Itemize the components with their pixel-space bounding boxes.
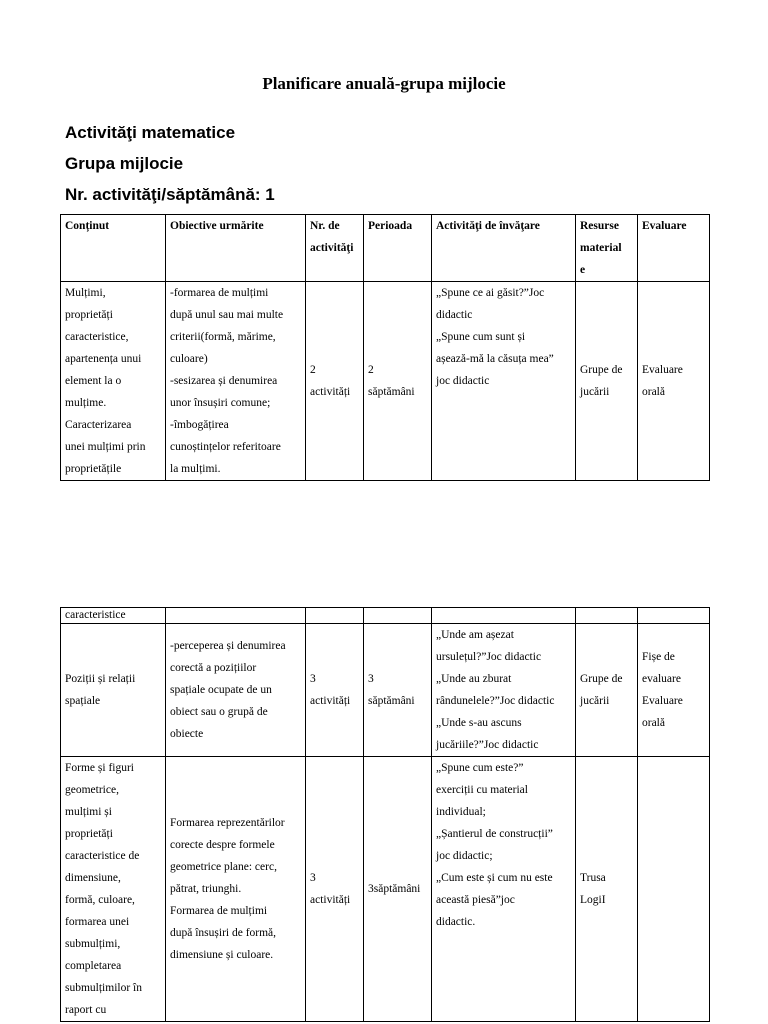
- cell-text-line: activități: [310, 386, 351, 398]
- cell-text-line: această piesă”joc: [436, 894, 515, 906]
- cell-text-line: obiect sau o grupă de: [170, 706, 268, 718]
- cell-text-line: 2: [310, 364, 316, 376]
- cell-text-line: „Unde au zburat: [436, 673, 512, 685]
- cell-text-line: Activităţi de învăţare: [436, 220, 540, 232]
- header-evaluare: [638, 215, 710, 282]
- cell-text-line: „Spune ce ai găsit?”Joc: [436, 287, 545, 299]
- cell-text-line: „Unde am așezat: [436, 629, 514, 641]
- cell-text-line: 3săptămâni: [368, 883, 421, 895]
- cell-resurse: [576, 282, 638, 481]
- cell-text-line: Grupe de: [580, 673, 623, 685]
- cell-obiective: [166, 757, 306, 1022]
- cell-text-line: „Spune cum este?”: [436, 762, 524, 774]
- header-obiective: [166, 215, 306, 282]
- cell-text-line: geometrice,: [65, 784, 119, 796]
- cell-text-line: joc didactic: [436, 375, 490, 387]
- cell-text-line: Trusa: [580, 872, 606, 884]
- cell-text-line: rândunelele?”Joc didactic: [436, 695, 555, 707]
- header-nr-activitati: [306, 215, 364, 282]
- cell-text-line: jucării: [580, 695, 610, 707]
- cell-text-line: dimensiune și culoare.: [170, 949, 274, 961]
- cell-text-line: unei mulțimi prin: [65, 441, 146, 453]
- cell-text-line: Conținut: [65, 220, 110, 232]
- cell-text-line: Obiective urmărite: [170, 220, 264, 232]
- cell-text-line: element la o: [65, 375, 122, 387]
- cell-text-line: ursulețul?”Joc didactic: [436, 651, 542, 663]
- cell-text-line: -formarea de mulțimi: [170, 287, 269, 299]
- cell-obiective: [166, 624, 306, 757]
- cell-text-line: 3: [310, 872, 316, 884]
- cell-continut: [61, 282, 166, 481]
- heading-group: Grupa mijlocie: [65, 154, 184, 173]
- cell-text-line: jucăriile?”Joc didactic: [436, 739, 539, 751]
- cell-text-line: -perceperea și denumirea: [170, 640, 286, 652]
- cell-activitati: [432, 757, 576, 1022]
- cell-text-line: activităţi: [310, 242, 354, 254]
- cell-text-line: proprietățile: [65, 463, 122, 475]
- cell-text-line: mulțimi și: [65, 806, 112, 818]
- cell-text-line: formarea unei: [65, 916, 130, 928]
- cell-text-line: dimensiune,: [65, 872, 121, 884]
- cell-evaluare: [638, 624, 710, 757]
- cell-text-line: corectă a pozițiilor: [170, 662, 257, 674]
- cell-activitati: [432, 624, 576, 757]
- cell-evaluare: [638, 757, 710, 1022]
- cell-text-line: Mulțimi,: [65, 287, 106, 299]
- cell-activitati: [432, 282, 576, 481]
- table-header-row: [61, 215, 710, 282]
- cell-text-line: apartenența unui: [65, 353, 142, 365]
- cell-text-line: evaluare: [642, 673, 681, 685]
- table-row: [61, 624, 710, 757]
- cell-text-line: „Spune cum sunt și: [436, 331, 526, 343]
- cell-text-line: criterii(formă, mărime,: [170, 331, 276, 343]
- cell-text-line: activități: [310, 894, 351, 906]
- cell-text-line: cunoștințelor referitoare: [170, 441, 281, 453]
- cell-text-line: săptămâni: [368, 695, 415, 707]
- cell-text-line: așează-mă la căsuța mea”: [436, 353, 554, 365]
- cell-perioada: [364, 282, 432, 481]
- cell-text-line: 3: [368, 673, 374, 685]
- cell-text-line: formă, culoare,: [65, 894, 135, 906]
- heading-subject: Activităţi matematice: [65, 123, 236, 142]
- cell-text-line: Grupe de: [580, 364, 623, 376]
- cell-continut-continued: [61, 608, 166, 624]
- cell-text-line: după însușiri de formă,: [170, 927, 277, 939]
- cell-text-line: individual;: [436, 806, 486, 818]
- cell-perioada: [364, 624, 432, 757]
- cell-text-line: didactic.: [436, 916, 476, 928]
- heading-frequency: Nr. activităţi/săptămână: 1: [65, 185, 275, 204]
- cell-text-line: Formarea de mulțimi: [170, 905, 268, 917]
- cell-text-line: pătrat, triunghi.: [170, 883, 242, 895]
- cell-text-line: caracteristice: [65, 609, 126, 621]
- document-title: Planificare anuală-grupa mijlocie: [262, 74, 506, 93]
- cell-text-line: didactic: [436, 309, 473, 321]
- cell-text-line: exerciții cu material: [436, 784, 528, 796]
- cell-text-line: Nr. de: [310, 220, 340, 232]
- cell-text-line: Fișe de: [642, 651, 675, 663]
- cell-text-line: săptămâni: [368, 386, 415, 398]
- cell-resurse: [576, 757, 638, 1022]
- cell-text-line: -sesizarea și denumirea: [170, 375, 278, 387]
- empty-cell: [166, 608, 306, 624]
- cell-text-line: jucării: [580, 386, 610, 398]
- cell-perioada: [364, 757, 432, 1022]
- cell-text-line: după unul sau mai multe: [170, 309, 284, 321]
- cell-text-line: Evaluare: [642, 220, 687, 232]
- table-row: [61, 608, 710, 624]
- cell-text-line: „Cum este și cum nu este: [436, 872, 553, 884]
- cell-text-line: Evaluare: [642, 695, 683, 707]
- cell-text-line: orală: [642, 717, 665, 729]
- cell-evaluare: [638, 282, 710, 481]
- cell-text-line: 2: [368, 364, 374, 376]
- cell-text-line: „Unde s-au ascuns: [436, 717, 522, 729]
- table-row: [61, 757, 710, 1022]
- cell-text-line: LogiI: [580, 894, 606, 906]
- cell-text-line: Resurse: [580, 220, 619, 232]
- cell-text-line: joc didactic;: [436, 850, 493, 862]
- cell-continut: [61, 757, 166, 1022]
- cell-text-line: 3: [310, 673, 316, 685]
- empty-cell: [306, 608, 364, 624]
- cell-text-line: spațiale: [65, 695, 101, 707]
- cell-text-line: submulțimi,: [65, 938, 121, 950]
- cell-text-line: material: [580, 242, 622, 254]
- cell-nr: [306, 282, 364, 481]
- cell-resurse: [576, 624, 638, 757]
- cell-obiective: [166, 282, 306, 481]
- planning-table-2: [60, 607, 710, 1022]
- empty-cell: [432, 608, 576, 624]
- cell-text-line: geometrice plane: cerc,: [170, 861, 277, 873]
- cell-text-line: „Șantierul de construcții”: [436, 828, 553, 840]
- planning-table-1: [60, 214, 710, 481]
- cell-text-line: mulțime.: [65, 397, 107, 409]
- cell-text-line: e: [580, 264, 586, 276]
- cell-continut: [61, 624, 166, 757]
- cell-text-line: caracteristice,: [65, 331, 129, 343]
- cell-text-line: Formarea reprezentărilor: [170, 817, 285, 829]
- cell-text-line: la mulțimi.: [170, 463, 221, 475]
- cell-text-line: unor însușiri comune;: [170, 397, 271, 409]
- cell-text-line: proprietăți: [65, 309, 113, 321]
- cell-text-line: -îmbogățirea: [170, 419, 229, 431]
- header-activitati-invatare: [432, 215, 576, 282]
- cell-text-line: Poziții și relații: [65, 673, 136, 685]
- cell-text-line: Perioada: [368, 220, 413, 232]
- table-row: [61, 282, 710, 481]
- header-perioada: [364, 215, 432, 282]
- cell-text-line: raport cu: [65, 1004, 107, 1016]
- header-resurse: [576, 215, 638, 282]
- cell-text-line: submulțimilor în: [65, 982, 142, 994]
- cell-text-line: corecte despre formele: [170, 839, 275, 851]
- cell-text-line: completarea: [65, 960, 122, 972]
- cell-text-line: culoare): [170, 353, 208, 365]
- cell-text-line: caracteristice de: [65, 850, 140, 862]
- cell-text-line: Caracterizarea: [65, 419, 132, 431]
- cell-text-line: proprietăți: [65, 828, 113, 840]
- cell-nr: [306, 757, 364, 1022]
- cell-text-line: orală: [642, 386, 665, 398]
- header-continut: [61, 215, 166, 282]
- cell-text-line: Evaluare: [642, 364, 683, 376]
- empty-cell: [638, 608, 710, 624]
- cell-text-line: spațiale ocupate de un: [170, 684, 272, 696]
- cell-text-line: Forme și figuri: [65, 762, 134, 774]
- empty-cell: [576, 608, 638, 624]
- cell-nr: [306, 624, 364, 757]
- cell-text-line: obiecte: [170, 728, 204, 740]
- cell-text-line: activități: [310, 695, 351, 707]
- empty-cell: [364, 608, 432, 624]
